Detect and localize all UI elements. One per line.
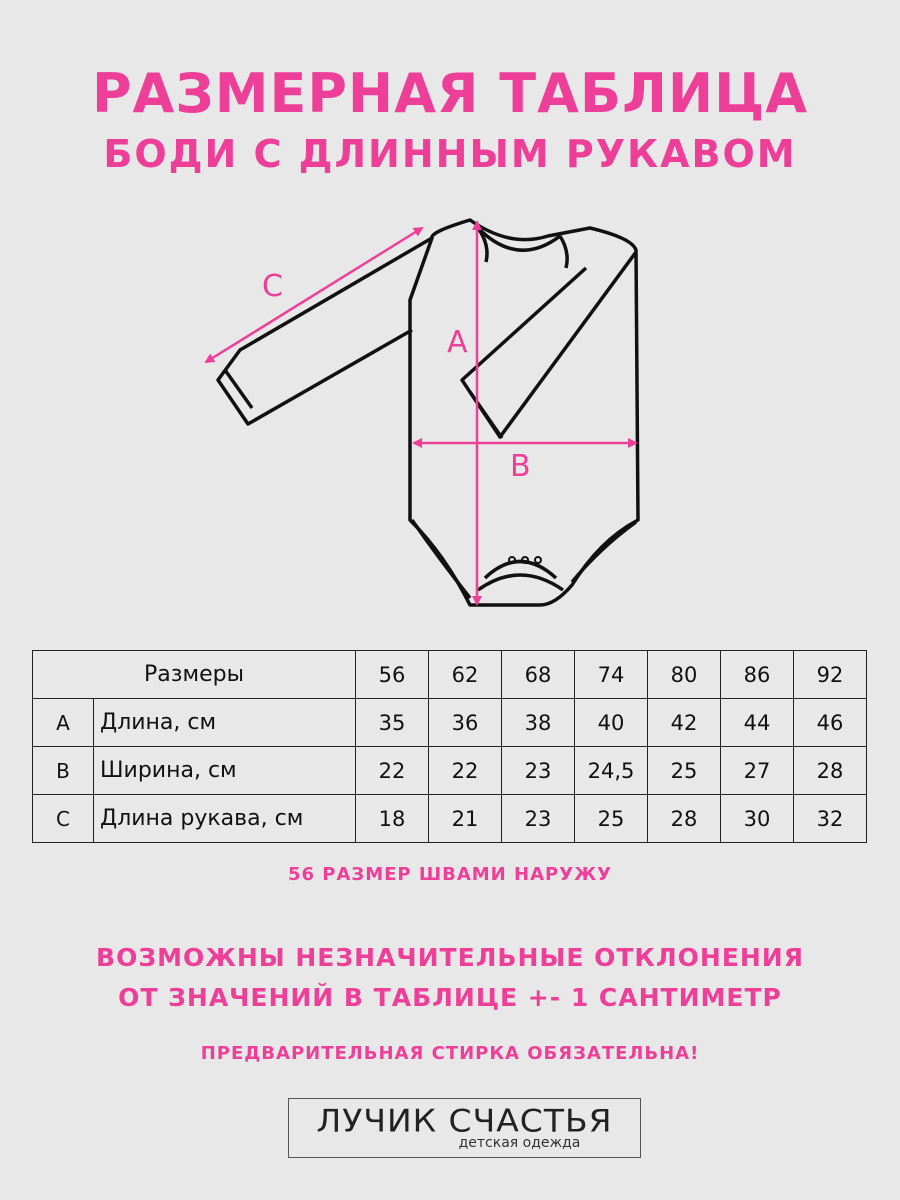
deviation-note-line1: ВОЗМОЖНЫ НЕЗНАЧИТЕЛЬНЫЕ ОТКЛОНЕНИЯ bbox=[96, 943, 804, 972]
page-subtitle: БОДИ С ДЛИННЫМ РУКАВОМ bbox=[103, 132, 797, 176]
table-row-width bbox=[33, 747, 867, 795]
row-param-name: Длина рукава, см bbox=[94, 795, 356, 843]
table-cell: 40 bbox=[575, 699, 648, 747]
brand-name: ЛУЧИК СЧАСТЬЯ bbox=[316, 1102, 613, 1140]
table-cell: 23 bbox=[502, 795, 575, 843]
table-cell: 42 bbox=[648, 699, 721, 747]
brand-tagline: детская одежда bbox=[458, 1135, 581, 1151]
size-header-cell: 62 bbox=[429, 651, 502, 699]
table-cell: 22 bbox=[429, 747, 502, 795]
table-row-length bbox=[33, 699, 867, 747]
table-cell: 27 bbox=[721, 747, 794, 795]
wash-note: ПРЕДВАРИТЕЛЬНАЯ СТИРКА ОБЯЗАТЕЛЬНА! bbox=[200, 1043, 700, 1064]
size-header-cell: 68 bbox=[502, 651, 575, 699]
table-cell: 38 bbox=[502, 699, 575, 747]
size-header-cell: 56 bbox=[356, 651, 429, 699]
bodysuit-diagram bbox=[190, 205, 660, 625]
table-cell: 24,5 bbox=[575, 747, 648, 795]
label-c: C bbox=[262, 269, 283, 304]
seams-note: 56 РАЗМЕР ШВАМИ НАРУЖУ bbox=[287, 864, 612, 885]
table-cell: 18 bbox=[356, 795, 429, 843]
size-header-row bbox=[33, 651, 867, 699]
label-a: A bbox=[447, 325, 468, 360]
deviation-note-line2: ОТ ЗНАЧЕНИЙ В ТАБЛИЦЕ +- 1 САНТИМЕТР bbox=[118, 983, 782, 1012]
table-cell: 23 bbox=[502, 747, 575, 795]
table-cell: 21 bbox=[429, 795, 502, 843]
table-cell: 30 bbox=[721, 795, 794, 843]
size-header-cell: 74 bbox=[575, 651, 648, 699]
row-letter: A bbox=[33, 699, 94, 747]
size-header-cell: 92 bbox=[794, 651, 867, 699]
row-letter: B bbox=[33, 747, 94, 795]
page-title: РАЗМЕРНАЯ ТАБЛИЦА bbox=[91, 62, 809, 125]
label-b: B bbox=[510, 449, 531, 484]
sizes-header-label: Размеры bbox=[33, 651, 356, 699]
table-cell: 25 bbox=[575, 795, 648, 843]
size-header-cell: 80 bbox=[648, 651, 721, 699]
table-cell: 25 bbox=[648, 747, 721, 795]
table-cell: 36 bbox=[429, 699, 502, 747]
size-header-cell: 86 bbox=[721, 651, 794, 699]
table-cell: 44 bbox=[721, 699, 794, 747]
row-letter: C bbox=[33, 795, 94, 843]
brand-logo bbox=[288, 1098, 641, 1158]
row-param-name: Длина, см bbox=[94, 699, 356, 747]
table-cell: 28 bbox=[794, 747, 867, 795]
table-cell: 35 bbox=[356, 699, 429, 747]
table-cell: 28 bbox=[648, 795, 721, 843]
row-param-name: Ширина, см bbox=[94, 747, 356, 795]
table-cell: 22 bbox=[356, 747, 429, 795]
table-cell: 46 bbox=[794, 699, 867, 747]
table-cell: 32 bbox=[794, 795, 867, 843]
table-row-sleeve bbox=[33, 795, 867, 843]
size-table bbox=[32, 650, 867, 843]
